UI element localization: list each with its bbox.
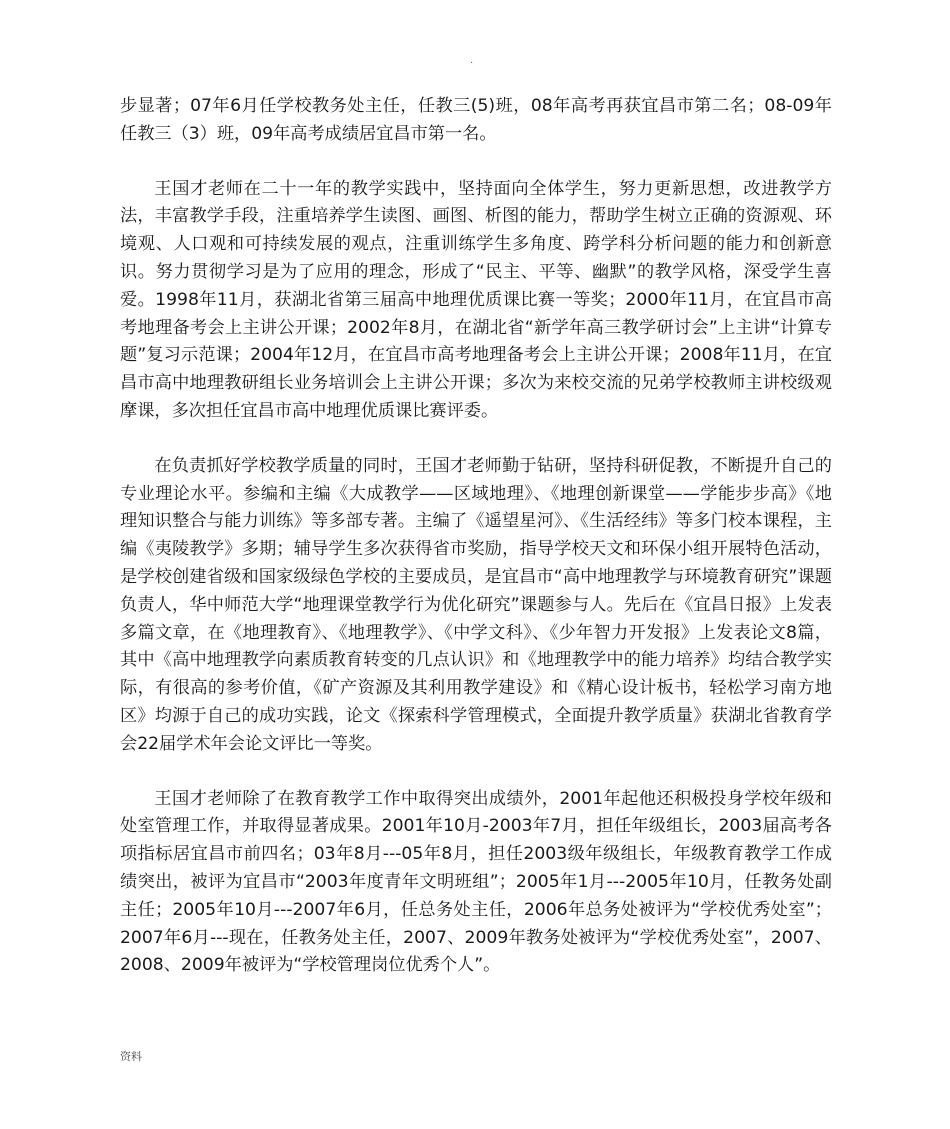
paragraph-teaching-practice: 王国才老师在二十一年的教学实践中，坚持面向全体学生，努力更新思想，改进教学方法，丰富教学手段，注重培养学生读图、画图、析图的能力，帮助学生树立正确的资源观、环境观、人口观和可持续发展的观点，注重训练学生多角度、跨学科分析问题的能力和创新意识。努力贯彻学习是为了应用的理念，形成了“民主、平等、幽默”的教学风格，深受学生喜爱。1998年11月，获湖北省第三届高中地理优质课比赛一等奖；2000年11月，在宜昌市高考地理备考会上主讲公开课；2002年8月，在湖北省“新学年高三教学研讨会”上主讲“计算专题”复习示范课；2004年12月，在宜昌市高考地理备考会上主讲公开课；2008年11月，在宜昌市高中地理教研组长业务培训会上主讲公开课；多次为来校交流的兄弟学校教师主讲校级观摩课，多次担任宜昌市高中地理优质课比赛评委。 [120,178,832,421]
footer-label: 资料 [120,1050,142,1063]
paragraph-continuation: 步显著；07年6月任学校教务处主任，任教三(5)班，08年高考再获宜昌市第二名；08-09年任教三（3）班，09年高考成绩居宜昌市第一名。 [120,96,832,144]
header-mark: · [470,58,474,69]
document-body [120,93,832,1007]
paragraph-research: 在负责抓好学校教学质量的同时，王国才老师勤于钻研，坚持科研促教，不断提升自己的专业理论水平。参编和主编《大成教学——区域地理》、《地理创新课堂——学能步步高》《地理知识整合与能力训练》等多部专著。主编了《遥望星河》、《生活经纬》等多门校本课程，主编《夷陵教学》多期；辅导学生多次获得省市奖励，指导学校天文和环保小组开展特色活动，是学校创建省级和国家级绿色学校的主要成员，是宜昌市“高中地理教学与环境教育研究”课题负责人，华中师范大学“地理课堂教学行为优化研究”课题参与人。先后在《宜昌日报》上发表多篇文章，在《地理教育》、《地理教学》、《中学文科》、《少年智力开发报》上发表论文8篇，其中《高中地理教学向素质教育转变的几点认识》和《地理教学中的能力培养》均结合教学实际，有很高的参考价值，《矿产资源及其利用教学建设》和《精心设计板书，轻松学习南方地区》均源于自己的成功实践，论文《探索科学管理模式，全面提升教学质量》获湖北省教育学会22届学术年会论文评比一等奖。 [120,455,832,754]
paragraph-management: 王国才老师除了在教育教学工作中取得突出成绩外，2001年起他还积极投身学校年级和处室管理工作，并取得显著成果。2001年10月-2003年7月，担任年级组长，2003届高考各项指标居宜昌市前四名；03年8月---05年8月，担任2003级年级组长，年级教育教学工作成绩突出，被评为宜昌市“2003年度青年文明班组”；2005年1月---2005年10月，任教务处副主任；2005年10月---2007年6月，任总务处主任，2006年总务处被评为“学校优秀处室”；2007年6月---现在，任教务处主任，2007、2009年教务处被评为“学校优秀处室”，2007、2008、2009年被评为“学校管理岗位优秀个人”。 [120,788,832,976]
